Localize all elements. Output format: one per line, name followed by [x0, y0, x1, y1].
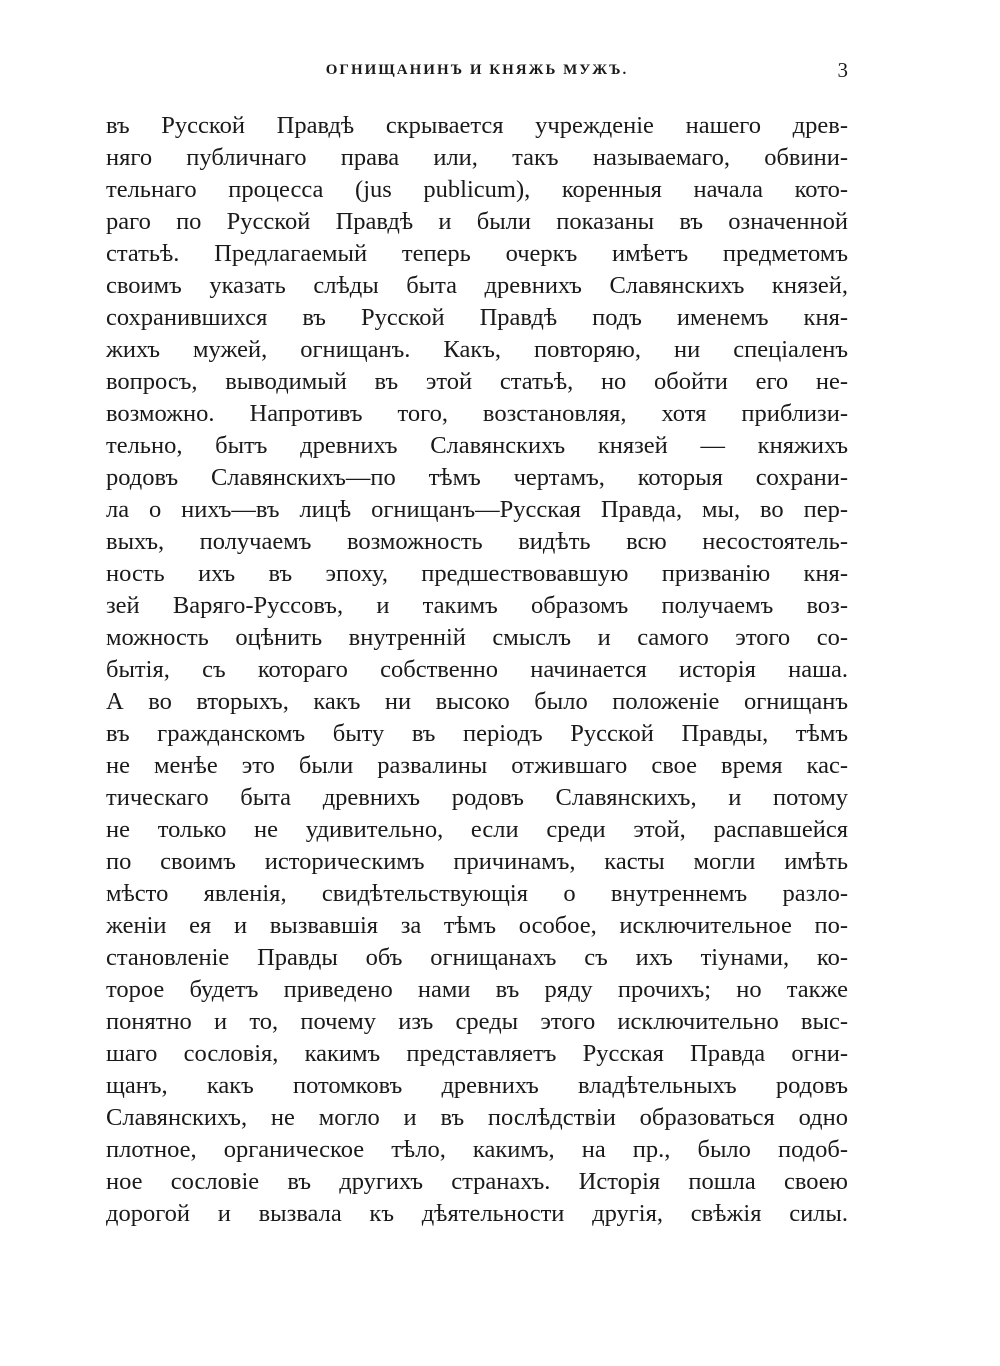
text-line: въ Русской Правдѣ скрывается учрежденіе нашего древ-: [106, 112, 848, 139]
text-line: выхъ, получаемъ возможность видѣть всю несостоятель-: [106, 528, 848, 555]
page-number: 3: [837, 58, 848, 82]
text-line: родовъ Славянскихъ—по тѣмъ чертамъ, которыя сохрани-: [106, 464, 848, 491]
text-line: жихъ мужей, огнищанъ. Какъ, повторяю, ни спеціаленъ: [106, 336, 848, 363]
text-line: въ гражданскомъ быту въ періодъ Русской Правды, тѣмъ: [106, 720, 848, 747]
text-line: не только не удивительно, если среди этой, распавшейся: [106, 816, 848, 843]
text-line: можность оцѣнить внутренній смыслъ и самого этого со-: [106, 624, 848, 651]
text-line: зей Варяго-Руссовъ, и такимъ образомъ получаемъ воз-: [106, 592, 848, 619]
text-line: сохранившихся въ Русской Правдѣ подъ именемъ кня-: [106, 304, 848, 331]
text-line: бытія, съ котораго собственно начинается исторія наша.: [106, 656, 848, 683]
text-line: по своимъ историческимъ причинамъ, касты могли имѣть: [106, 848, 848, 875]
text-line: дорогой и вызвала къ дѣятельности другія, свѣжія силы.: [106, 1200, 848, 1227]
text-line: ность ихъ въ эпоху, предшествовавшую призванію кня-: [106, 560, 848, 587]
text-line: понятно и то, почему изъ среды этого исключительно выс-: [106, 1008, 848, 1035]
text-line: Славянскихъ, не могло и въ послѣдствіи образоваться одно: [106, 1104, 848, 1131]
text-line: возможно. Напротивъ того, возстановляя, хотя приблизи-: [106, 400, 848, 427]
text-line: не менѣе это были развалины отжившаго свое время кас-: [106, 752, 848, 779]
text-line: торое будетъ приведено нами въ ряду прочихъ; но также: [106, 976, 848, 1003]
text-line: своимъ указать слѣды быта древнихъ Славянскихъ князей,: [106, 272, 848, 299]
text-line: ла о нихъ—въ лицѣ огнищанъ—Русская Правда, мы, во пер-: [106, 496, 848, 523]
text-line: А во вторыхъ, какъ ни высоко было положеніе огнищанъ: [106, 688, 848, 715]
text-line: щанъ, какъ потомковъ древнихъ владѣтельныхъ родовъ: [106, 1072, 848, 1099]
text-line: тельнаго процесса (jus publicum), коренныя начала кото-: [106, 176, 848, 203]
text-line: плотное, органическое тѣло, какимъ, на пр., было подоб-: [106, 1136, 848, 1163]
text-line: ное сословіе въ другихъ странахъ. Исторія пошла своею: [106, 1168, 848, 1195]
text-line: становленіе Правды объ огнищанахъ съ ихъ тіунами, ко-: [106, 944, 848, 971]
text-line: мѣсто явленія, свидѣтельствующія о внутреннемъ разло-: [106, 880, 848, 907]
text-line: вопросъ, выводимый въ этой статьѣ, но обойти его не-: [106, 368, 848, 395]
running-head: [106, 58, 848, 92]
running-title: ОГНИЩАНИНЪ И КНЯЖЬ МУЖЪ.: [325, 62, 629, 78]
text-line: тическаго быта древнихъ родовъ Славянскихъ, и потому: [106, 784, 848, 811]
text-line: женіи ея и вызвавшія за тѣмъ особое, исключительное по-: [106, 912, 848, 939]
text-line: раго по Русской Правдѣ и были показаны въ означенной: [106, 208, 848, 235]
text-line: статьѣ. Предлагаемый теперь очеркъ имѣетъ предметомъ: [106, 240, 848, 267]
text-line: няго публичнаго права или, такъ называемаго, обвини-: [106, 144, 848, 171]
text-line: тельно, бытъ древнихъ Славянскихъ князей — княжихъ: [106, 432, 848, 459]
body-text: [106, 110, 848, 1230]
text-line: шаго сословія, какимъ представляетъ Русская Правда огни-: [106, 1040, 848, 1067]
